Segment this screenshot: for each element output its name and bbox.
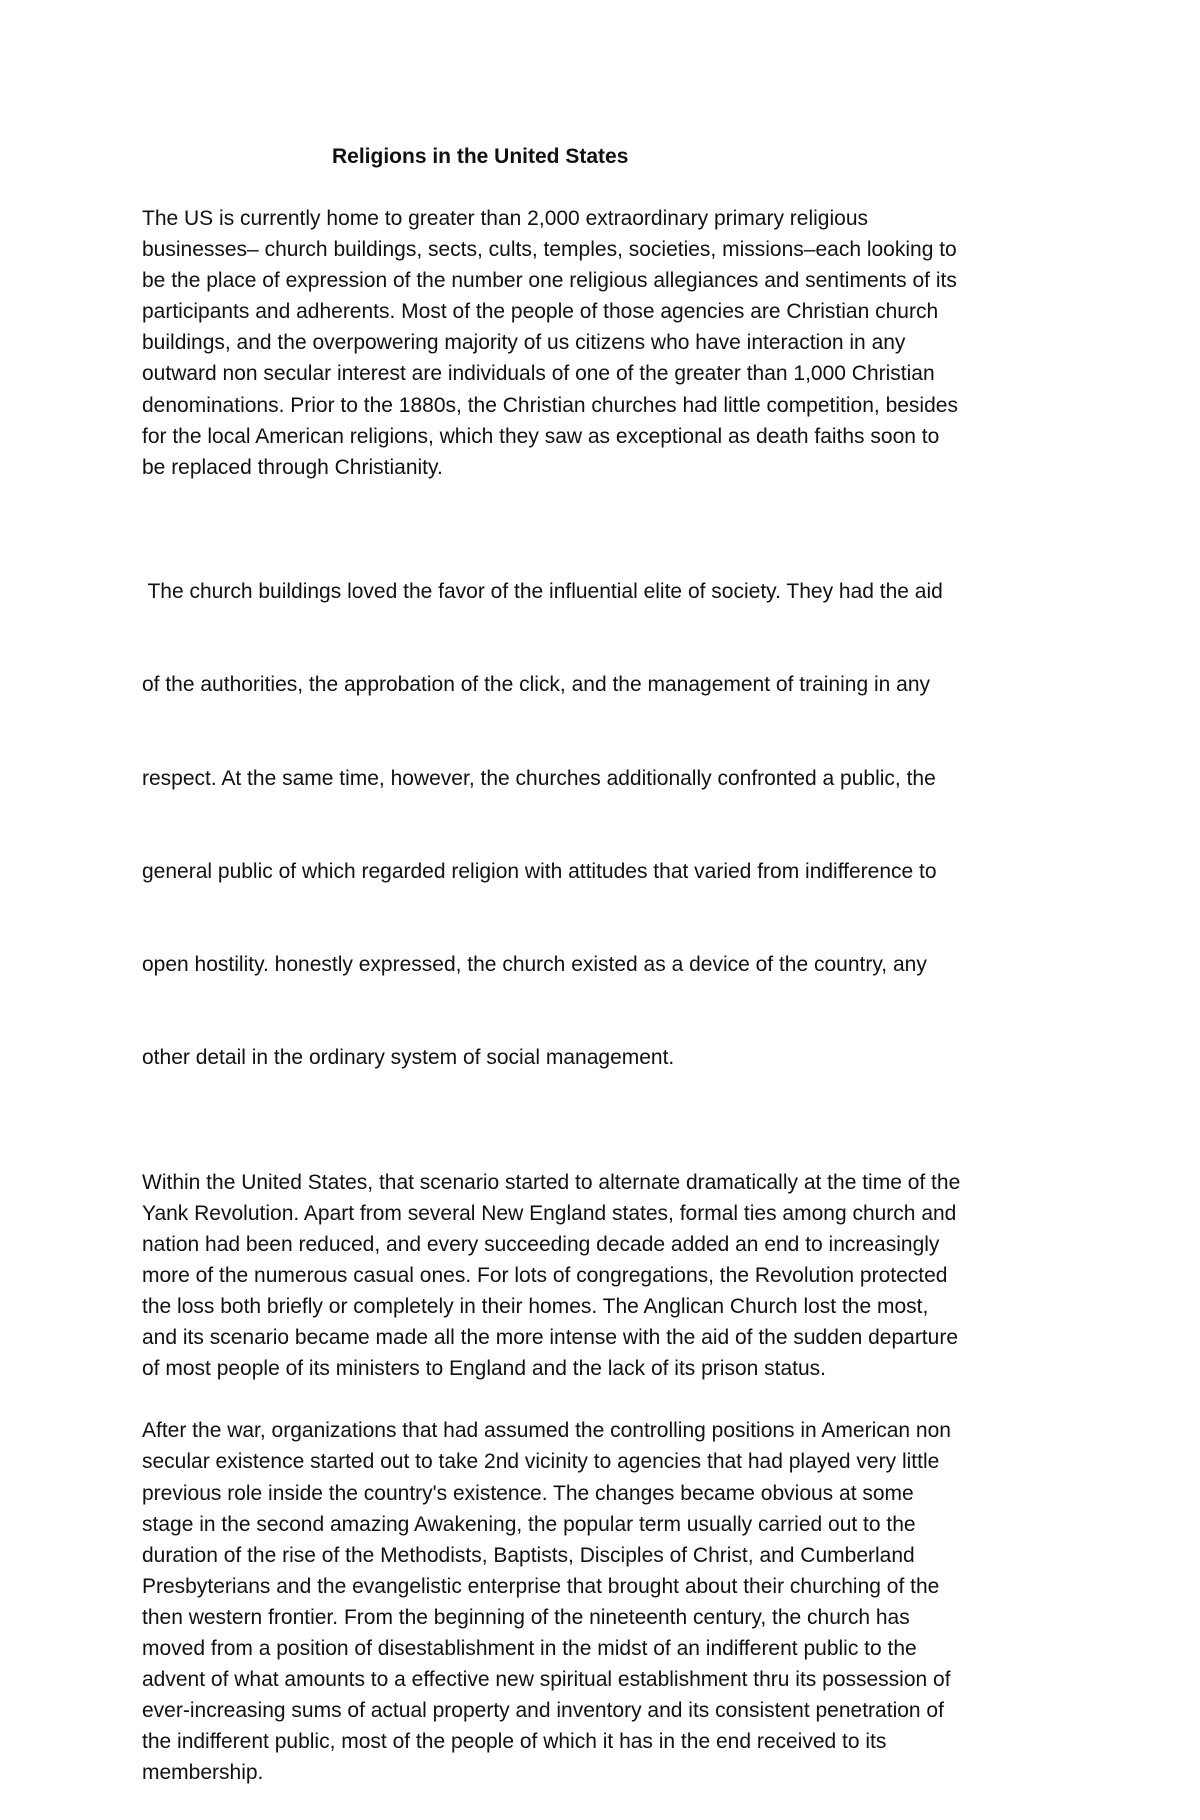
text-line: buildings, and the overpowering majority of us citizens who have interaction in any xyxy=(142,331,906,355)
text-line: secular existence started out to take 2nd vicinity to agencies that had played very little xyxy=(142,1450,940,1474)
text-line: duration of the rise of the Methodists, Baptists, Disciples of Christ, and Cumberland xyxy=(142,1543,915,1567)
text-line: of the authorities, the approbation of the click, and the management of training in any xyxy=(142,673,931,697)
text-line: After the war, organizations that had assumed the controlling positions in American non xyxy=(142,1419,951,1443)
text-line: membership. xyxy=(142,1761,264,1785)
text-line: businesses– church buildings, sects, cults, temples, societies, missions–each looking to xyxy=(142,238,957,262)
text-line: the indifferent public, most of the people of which it has in the end received to its xyxy=(142,1730,887,1754)
text-line: Presbyterians and the evangelistic enterprise that brought about their churching of the xyxy=(142,1574,940,1598)
text-line: of most people of its ministers to England and the lack of its prison status. xyxy=(142,1357,827,1381)
text-line: and its scenario became made all the more intense with the aid of the sudden departure xyxy=(142,1326,958,1350)
text-line: moved from a position of disestablishment in the midst of an indifferent public to the xyxy=(142,1637,917,1661)
text-line: denominations. Prior to the 1880s, the Christian churches had little competition, besides xyxy=(142,393,958,417)
text-line: for the local American religions, which they saw as exceptional as death faiths soon to xyxy=(142,424,940,448)
paragraph-2 xyxy=(142,514,1072,1136)
text-line: other detail in the ordinary system of social management. xyxy=(142,1046,675,1070)
text-line: ever-increasing sums of actual property and inventory and its consistent penetration of xyxy=(142,1699,944,1723)
text-line: The US is currently home to greater than 2,000 extraordinary primary religious xyxy=(142,207,868,230)
paragraph-4 xyxy=(142,1415,1072,1788)
text-line: nation had been reduced, and every succeeding decade added an end to increasingly xyxy=(142,1232,940,1256)
text-line: be replaced through Christianity. xyxy=(142,455,443,479)
text-line: then western frontier. From the beginning of the nineteenth century, the church has xyxy=(142,1605,910,1629)
document-body xyxy=(142,203,1072,1820)
text-line: respect. At the same time, however, the churches additionally confronted a public, the xyxy=(142,766,936,790)
text-line: the loss both briefly or completely in their homes. The Anglican Church lost the most, xyxy=(142,1295,929,1319)
text-line: open hostility. honestly expressed, the church existed as a device of the country, any xyxy=(142,953,927,977)
text-line: participants and adherents. Most of the people of those agencies are Christian church xyxy=(142,300,939,324)
text-line: advent of what amounts to a effective new spiritual establishment thru its possession of xyxy=(142,1668,951,1692)
text-line: general public of which regarded religion with attitudes that varied from indifference to xyxy=(142,859,937,883)
paragraph-3 xyxy=(142,1167,1072,1385)
text-line: more of the numerous casual ones. For lots of congregations, the Revolution protected xyxy=(142,1264,948,1287)
paragraph-1 xyxy=(142,203,1072,483)
text-line: Yank Revolution. Apart from several New England states, formal ties among church and xyxy=(142,1201,957,1225)
text-line: outward non secular interest are individuals of one of the greater than 1,000 Christian xyxy=(142,362,935,386)
text-line: previous role inside the country's existence. The changes became obvious at some xyxy=(142,1481,914,1505)
text-line: be the place of expression of the number one religious allegiances and sentiments of its xyxy=(142,269,957,293)
document-title: Religions in the United States xyxy=(332,145,629,168)
text-line: Within the United States, that scenario started to alternate dramatically at the time of the xyxy=(142,1170,961,1194)
text-line: The church buildings loved the favor of the influential elite of society. They had the aid xyxy=(142,580,943,604)
text-line: stage in the second amazing Awakening, the popular term usually carried out to the xyxy=(142,1512,916,1536)
